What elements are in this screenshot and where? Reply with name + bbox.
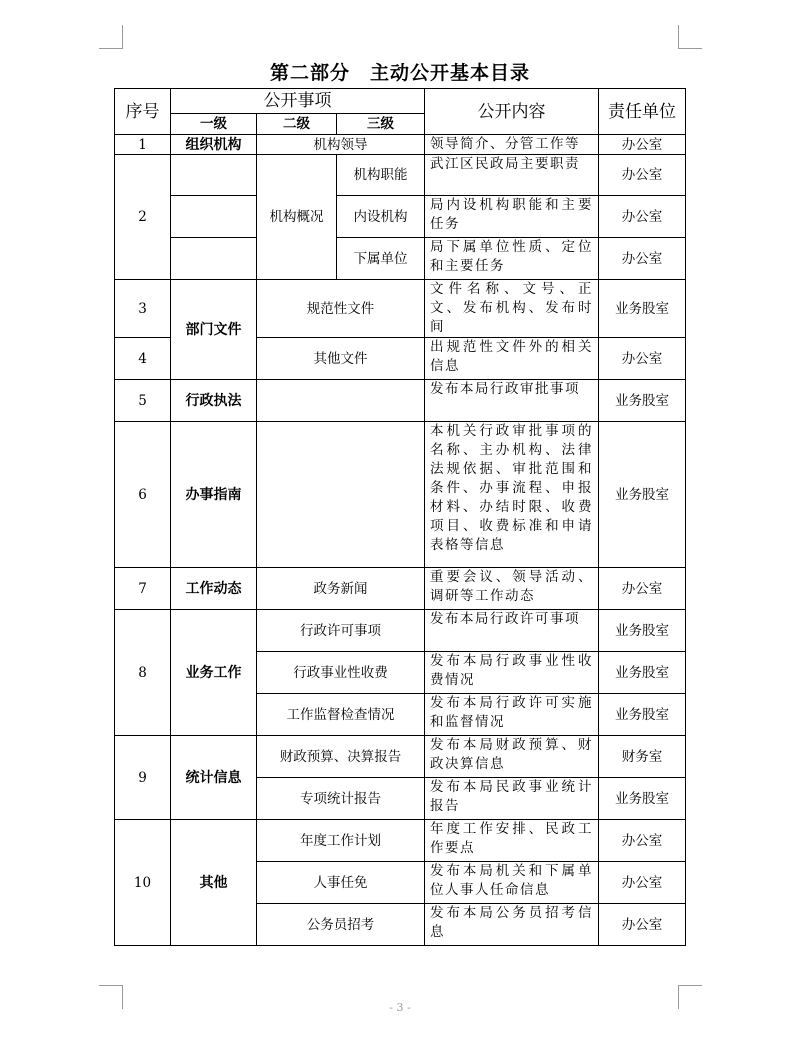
level2-cell: 年度工作计划 [257, 820, 425, 862]
table-row [115, 422, 686, 568]
seq-cell: 7 [115, 568, 171, 610]
unit-cell: 办公室 [599, 904, 686, 946]
seq-cell: 8 [115, 610, 171, 736]
unit-cell: 办公室 [599, 820, 686, 862]
content-cell: 发布本局财政预算、财政决算信息 [425, 736, 599, 778]
content-cell: 年度工作安排、民政工作要点 [425, 820, 599, 862]
content-cell: 发布本局行政审批事项 [425, 380, 599, 422]
table-row [115, 155, 686, 196]
unit-cell: 办公室 [599, 238, 686, 280]
table-row [115, 196, 686, 238]
table-row [115, 610, 686, 652]
content-cell: 发布本局行政事业性收费情况 [425, 652, 599, 694]
table-row [115, 280, 686, 338]
level2-cell: 财政预算、决算报告 [257, 736, 425, 778]
content-cell: 发布本局行政许可事项 [425, 610, 599, 652]
level3-cell: 机构职能 [337, 155, 425, 196]
level2-cell: 行政许可事项 [257, 610, 425, 652]
level3-cell: 内设机构 [337, 196, 425, 238]
level1-cell: 工作动态 [171, 568, 257, 610]
level1-cell: 行政执法 [171, 380, 257, 422]
crop-mark-top-left [99, 25, 123, 49]
level2-cell: 人事任免 [257, 862, 425, 904]
unit-cell: 业务股室 [599, 422, 686, 568]
level1-cell: 部门文件 [171, 280, 257, 380]
seq-cell: 9 [115, 736, 171, 820]
header-level2: 二级 [257, 114, 337, 135]
content-cell: 文件名称、文号、正文、发布机构、发布时间 [425, 280, 599, 338]
content-cell: 局下属单位性质、定位和主要任务 [425, 238, 599, 280]
header-matters: 公开事项 [171, 89, 425, 114]
page-title [0, 58, 800, 85]
table-row [115, 380, 686, 422]
unit-cell: 业务股室 [599, 280, 686, 338]
unit-cell: 业务股室 [599, 652, 686, 694]
seq-cell: 5 [115, 380, 171, 422]
unit-cell: 财务室 [599, 736, 686, 778]
level1-cell: 统计信息 [171, 736, 257, 820]
title-part: 第二部分 [269, 62, 350, 84]
title-name: 主动公开基本目录 [370, 62, 531, 84]
level1-cell: 办事指南 [171, 422, 257, 568]
disclosure-catalog-table [114, 88, 686, 946]
table-row [115, 568, 686, 610]
level2-cell: 其他文件 [257, 338, 425, 380]
table-row [115, 820, 686, 862]
content-cell: 本机关行政审批事项的名称、主办机构、法律法规依据、审批范围和条件、办事流程、申报材料、办结时限、收费项目、收费标准和申请表格等信息 [425, 422, 599, 568]
seq-cell: 3 [115, 280, 171, 338]
level2-cell: 工作监督检查情况 [257, 694, 425, 736]
seq-cell: 2 [115, 155, 171, 280]
content-cell: 武江区民政局主要职责 [425, 155, 599, 196]
content-cell: 发布本局机关和下属单位人事人任命信息 [425, 862, 599, 904]
content-cell: 局内设机构职能和主要任务 [425, 196, 599, 238]
unit-cell: 办公室 [599, 155, 686, 196]
unit-cell: 办公室 [599, 196, 686, 238]
unit-cell: 办公室 [599, 338, 686, 380]
level2-cell-empty [257, 380, 425, 422]
crop-mark-top-right [678, 25, 702, 49]
level2-cell: 行政事业性收费 [257, 652, 425, 694]
unit-cell: 业务股室 [599, 610, 686, 652]
content-cell: 重要会议、领导活动、调研等工作动态 [425, 568, 599, 610]
seq-cell: 1 [115, 135, 171, 155]
header-row [115, 89, 686, 114]
level2-cell: 规范性文件 [257, 280, 425, 338]
table-row [115, 238, 686, 280]
level1-cell: 其他 [171, 820, 257, 946]
header-level3: 三级 [337, 114, 425, 135]
unit-cell: 业务股室 [599, 694, 686, 736]
level2-cell-empty [257, 422, 425, 568]
unit-cell: 办公室 [599, 862, 686, 904]
level3-cell: 下属单位 [337, 238, 425, 280]
header-unit: 责任单位 [599, 89, 686, 135]
level1-cell: 组织机构 [171, 135, 257, 155]
content-cell: 领导简介、分管工作等 [425, 135, 599, 155]
level2-cell: 公务员招考 [257, 904, 425, 946]
unit-cell: 办公室 [599, 568, 686, 610]
seq-cell: 6 [115, 422, 171, 568]
unit-cell: 业务股室 [599, 380, 686, 422]
level1-cell-empty [171, 155, 257, 196]
seq-cell: 10 [115, 820, 171, 946]
level1-cell: 业务工作 [171, 610, 257, 736]
unit-cell: 办公室 [599, 135, 686, 155]
header-content: 公开内容 [425, 89, 599, 135]
header-seq: 序号 [115, 89, 171, 135]
content-cell: 发布本局行政许可实施和监督情况 [425, 694, 599, 736]
page-number: - 3 - [389, 1001, 411, 1014]
level2-cell: 机构概况 [257, 155, 337, 280]
content-cell: 出规范性文件外的相关信息 [425, 338, 599, 380]
level2-cell: 机构领导 [257, 135, 425, 155]
seq-cell: 4 [115, 338, 171, 380]
header-level1: 一级 [171, 114, 257, 135]
table-row [115, 135, 686, 155]
level1-cell-empty [171, 196, 257, 238]
level2-cell: 专项统计报告 [257, 778, 425, 820]
level1-cell-empty [171, 238, 257, 280]
content-cell: 发布本局民政事业统计报告 [425, 778, 599, 820]
unit-cell: 业务股室 [599, 778, 686, 820]
level2-cell: 政务新闻 [257, 568, 425, 610]
table-row [115, 736, 686, 778]
content-cell: 发布本局公务员招考信息 [425, 904, 599, 946]
